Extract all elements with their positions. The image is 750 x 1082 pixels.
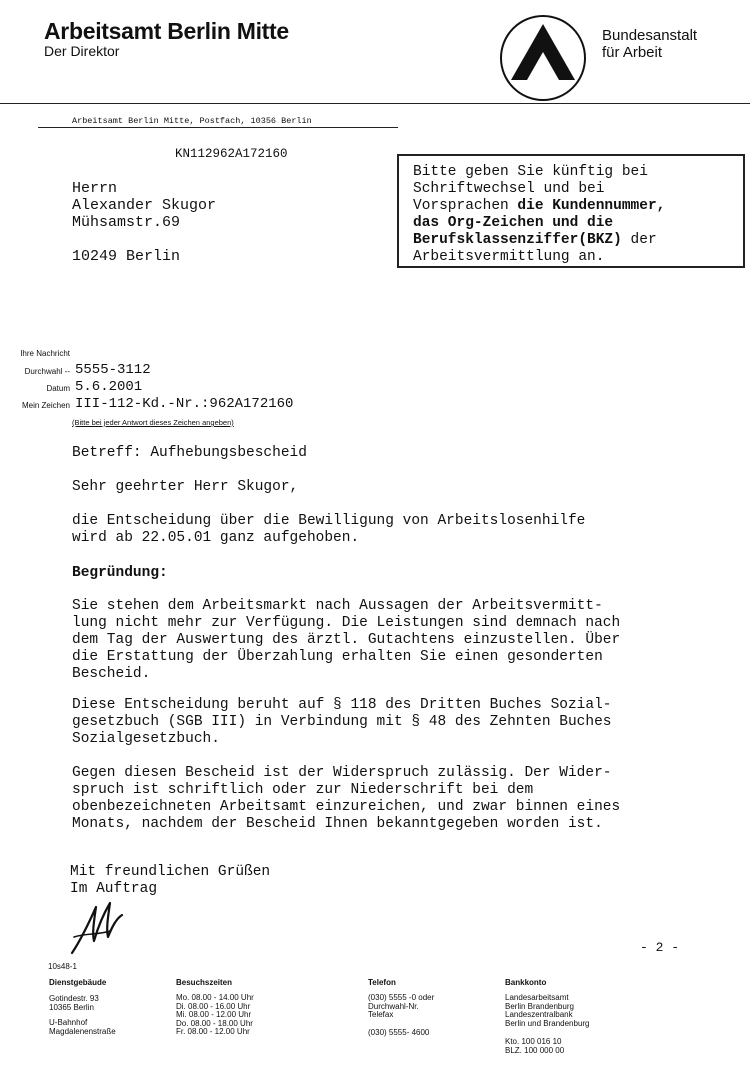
footer-bank-heading: Bankkonto	[505, 978, 547, 987]
subject-line: Betreff: Aufhebungsbescheid	[72, 445, 307, 461]
closing-line: Im Auftrag	[70, 881, 158, 897]
footer-bank	[505, 994, 590, 1055]
greeting: Sehr geehrter Herr Skugor,	[72, 479, 299, 495]
notice-line: Schriftwechsel und bei	[413, 181, 605, 197]
agency-title: Arbeitsamt Berlin Mitte	[44, 18, 289, 44]
header-divider	[0, 103, 750, 104]
text-line: dem Tag der Auswertung des ärztl. Gutachtens einzustellen. Über	[72, 632, 621, 648]
footer-hours-heading: Besuchszeiten	[176, 978, 233, 987]
footer-line: Do. 08.00 - 18.00 Uhr	[176, 1018, 253, 1028]
org-line-2: für Arbeit	[602, 44, 663, 61]
extension-label: Durchwahl --	[24, 367, 70, 376]
reason-heading: Begründung:	[72, 565, 168, 581]
footer-line: BLZ. 100 000 00	[505, 1045, 565, 1055]
footer-building-heading: Dienstgebäude	[49, 978, 107, 987]
notice-bold-text: Berufsklassenziffer(BKZ)	[413, 232, 622, 248]
customer-number: KN112962A172160	[175, 147, 288, 161]
footer-line: Berlin und Brandenburg	[505, 1018, 590, 1028]
recipient-street: Mühsamstr.69	[72, 214, 181, 231]
form-number: 10s48-1	[48, 962, 77, 971]
date-label: Datum	[46, 384, 70, 393]
sender-return-line: Arbeitsamt Berlin Mitte, Postfach, 10356 Berlin	[72, 116, 312, 126]
notice-line	[413, 198, 743, 215]
organization-name	[602, 27, 697, 61]
reference-note: (Bitte bei jeder Antwort dieses Zeichen angeben)	[72, 418, 234, 427]
text-line: gesetzbuch (SGB III) in Verbindung mit § 48 des Zehnten Buches	[72, 714, 612, 730]
footer-phone	[368, 994, 434, 1037]
text-line: Sie stehen dem Arbeitsmarkt nach Aussagen der Arbeitsvermitt-	[72, 598, 603, 614]
page-number: - 2 -	[640, 940, 680, 955]
text-line: wird ab 22.05.01 ganz aufgehoben.	[72, 530, 360, 546]
footer-line: (030) 5555 -0 oder	[368, 993, 435, 1002]
closing-line: Mit freundlichen Grüßen	[70, 864, 271, 880]
recipient-salutation: Herrn	[72, 180, 118, 197]
recipient-city: 10249 Berlin	[72, 248, 181, 265]
notice-text: Vorsprachen	[413, 198, 518, 214]
footer-line: Berlin Brandenburg	[505, 1001, 574, 1011]
text-line: Diese Entscheidung beruht auf § 118 des Dritten Buches Sozial-	[72, 697, 612, 713]
footer-line: U-Bahnhof	[49, 1018, 88, 1027]
footer-line: Magdalenenstraße	[49, 1026, 116, 1036]
paragraph-decision	[72, 513, 585, 547]
text-line: obenbezeichneten Arbeitsamt einzureichen, und zwar binnen eines	[72, 799, 621, 815]
paragraph-reason	[72, 598, 620, 683]
notice-text: der	[621, 232, 657, 248]
notice-line	[413, 232, 743, 249]
footer-line: Kto. 100 016 10	[505, 1037, 562, 1046]
footer-line: Mo. 08.00 - 14.00 Uhr	[176, 993, 254, 1002]
text-line: lung nicht mehr zur Verfügung. Die Leistungen sind demnach nach	[72, 615, 621, 631]
footer-line: Landesarbeitsamt	[505, 993, 569, 1002]
footer-line: Fr. 08.00 - 12.00 Uhr	[176, 1027, 250, 1036]
footer-line: Mi. 08.00 - 12.00 Uhr	[176, 1010, 252, 1019]
footer-phone-heading: Telefon	[368, 978, 396, 987]
text-line: Bescheid.	[72, 666, 151, 682]
reference-label: Mein Zeichen	[21, 401, 70, 410]
footer-building	[49, 995, 116, 1036]
recipient-address	[72, 180, 216, 265]
footer-line: Di. 08.00 - 16.00 Uhr	[176, 1001, 251, 1011]
footer-line: Gotindestr. 93	[49, 994, 99, 1003]
notice-bold-text: die Kundennummer,	[517, 198, 666, 214]
text-line: die Erstattung der Überzahlung erhalten Sie einen gesonderten	[72, 649, 603, 665]
footer-line: Landeszentralbank	[505, 1010, 573, 1019]
agency-subtitle: Der Direktor	[44, 43, 120, 59]
text-line: Sozialgesetzbuch.	[72, 731, 220, 747]
footer-line: Durchwahl-Nr.	[368, 1001, 419, 1011]
your-message-label: Ihre Nachricht	[20, 349, 70, 358]
paragraph-appeal	[72, 765, 620, 833]
closing	[70, 864, 270, 898]
date-value: 5.6.2001	[75, 379, 143, 395]
text-line: spruch ist schriftlich oder zur Niederschrift bei dem	[72, 782, 534, 798]
notice-line: Bitte geben Sie künftig bei	[413, 164, 648, 180]
notice-line	[413, 215, 743, 232]
org-line-1: Bundesanstalt	[602, 27, 698, 44]
text-line: die Entscheidung über die Bewilligung von Arbeitslosenhilfe	[72, 513, 586, 529]
footer-line: (030) 5555- 4600	[368, 1027, 430, 1037]
recipient-name: Alexander Skugor	[72, 197, 217, 214]
triangle-logo-icon	[499, 14, 587, 102]
footer-hours	[176, 994, 254, 1037]
footer-line: Telefax	[368, 1010, 394, 1019]
reference-value: III-112-Kd.-Nr.:962A172160	[75, 396, 294, 412]
paragraph-legal-basis	[72, 697, 612, 748]
text-line: Gegen diesen Bescheid ist der Widerspruch zulässig. Der Wider-	[72, 765, 612, 781]
extension-value: 5555-3112	[75, 362, 151, 378]
footer-line: 10365 Berlin	[49, 1002, 94, 1012]
signature-icon	[66, 897, 136, 957]
sender-underline	[38, 127, 398, 128]
notice-box	[397, 154, 745, 268]
notice-bold-text: das Org-Zeichen und die	[413, 215, 614, 231]
notice-line: Arbeitsvermittlung an.	[413, 249, 605, 265]
text-line: Monats, nachdem der Bescheid Ihnen bekanntgegeben worden ist.	[72, 816, 603, 832]
